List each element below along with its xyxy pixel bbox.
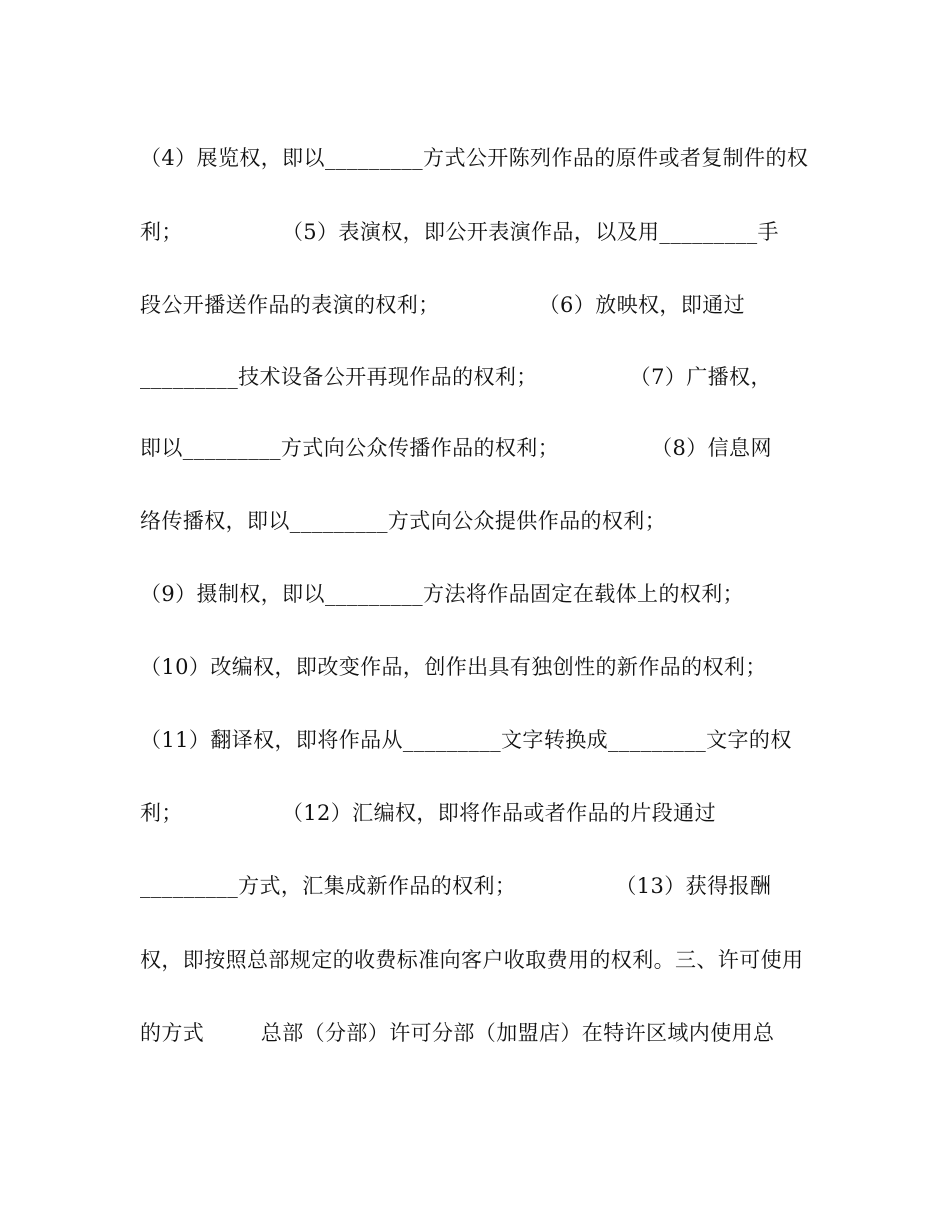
text-line-3: 段公开播送作品的表演的权利； （6）放映权，即通过 [140, 293, 746, 317]
text-line-12: 权，即按照总部规定的收费标准向客户收取费用的权利。三、许可使用 [140, 948, 804, 972]
text-line-2: 利； （5）表演权，即公开表演作品，以及用_________手 [140, 220, 779, 244]
text-line-13: 的方式 总部（分部）许可分部（加盟店）在特许区域内使用总 [140, 1021, 775, 1045]
text-line-11: _________方式，汇集成新作品的权利； （13）获得报酬 [140, 874, 772, 898]
text-line-10: 利； （12）汇编权，即将作品或者作品的片段通过 [140, 801, 716, 825]
text-line-9: （11）翻译权，即将作品从_________文字转换成_________文字的权 [140, 728, 792, 752]
text-line-1: （4）展览权，即以_________方式公开陈列作品的原件或者复制件的权 [140, 146, 809, 170]
text-line-8: （10）改编权，即改变作品，创作出具有独创性的新作品的权利； [140, 655, 767, 679]
text-line-4: _________技术设备公开再现作品的权利； （7）广播权， [140, 365, 772, 389]
text-line-6: 络传播权，即以_________方式向公众提供作品的权利； [140, 509, 667, 533]
text-line-7: （9）摄制权，即以_________方法将作品固定在载体上的权利； [140, 582, 745, 606]
text-line-5: 即以_________方式向公众传播作品的权利； （8）信息网 [140, 436, 772, 460]
